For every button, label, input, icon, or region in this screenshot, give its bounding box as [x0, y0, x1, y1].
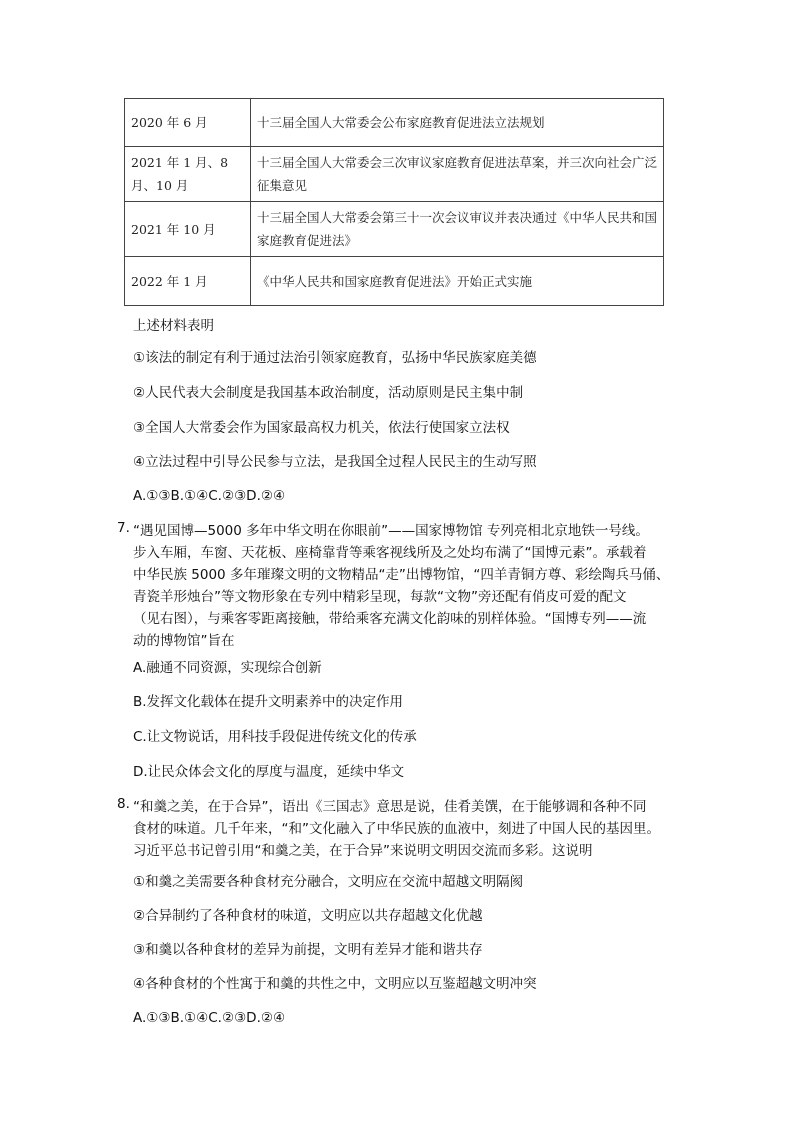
stem-line: （见右图），与乘客零距离接触，带给乘客充满文化韵味的别样体验。“国博专列——流 [133, 611, 647, 627]
table-cell-event: 十三届全国人大常委会第三十一次会议审议并表决通过《中华人民共和国家庭教育促进法》 [251, 202, 664, 257]
table-cell-date: 2022 年 1 月 [125, 257, 251, 306]
table-row [125, 99, 664, 147]
q6-statement-2: ②人民代表大会制度是我国基本政治制度，活动原则是民主集中制 [133, 385, 524, 401]
table-cell-event: 《中华人民共和国家庭教育促进法》开始正式实施 [251, 257, 664, 306]
q8-options: A.①③B.①④C.②③D.②④ [133, 1010, 286, 1026]
q6-statement-3: ③全国人大常委会作为国家最高权力机关，依法行使国家立法权 [133, 420, 510, 436]
q6-options: A.①③B.①④C.②③D.②④ [133, 488, 286, 504]
table-row [125, 202, 664, 257]
question-number: 8. [117, 796, 130, 812]
question-8-stem [133, 796, 693, 862]
stem-line: 中华民族 5000 多年璀璨文明的文物精品“走”出博物馆，“四羊青铜方尊、彩绘陶兵马俑、 [133, 567, 670, 583]
q7-option-a: A.融通不同资源，实现综合创新 [133, 660, 322, 676]
stem-line: 步入车厢，车窗、天花板、座椅靠背等乘客视线所及之处均布满了“国博元素”。承载着 [133, 545, 647, 561]
stem-line: 动的博物馆”旨在 [133, 633, 235, 649]
q8-statement-1: ①和羹之美需要各种食材充分融合，文明应在交流中超越文明隔阂 [133, 874, 524, 890]
stem-line: 食材的味道。几千年来，“和”文化融入了中华民族的血液中，刻进了中国人民的基因里。 [133, 821, 660, 837]
q6-statement-1: ①该法的制定有利于通过法治引领家庭教育，弘扬中华民族家庭美德 [133, 350, 537, 366]
q7-option-d: D.让民众体会文化的厚度与温度，延续中华文 [133, 764, 405, 780]
table-cell-date: 2021 年 1 月、8 月、10 月 [125, 147, 251, 202]
table-row [125, 147, 664, 202]
q6-stem: 上述材料表明 [133, 318, 214, 334]
table-row [125, 257, 664, 306]
q8-statement-3: ③和羹以各种食材的差异为前提，文明有差异才能和谐共存 [133, 942, 483, 958]
table-cell-date: 2020 年 6 月 [125, 99, 251, 147]
table-cell-event: 十三届全国人大常委会公布家庭教育促进法立法规划 [251, 99, 664, 147]
question-7-stem [133, 520, 693, 652]
stem-line: 习近平总书记曾引用“和羹之美，在于合异”来说明文明因交流而多彩。这说明 [133, 843, 593, 859]
legislation-timeline-table [124, 98, 664, 306]
q6-statement-4: ④立法过程中引导公民参与立法，是我国全过程人民民主的生动写照 [133, 454, 537, 470]
table-cell-event: 十三届全国人大常委会三次审议家庭教育促进法草案，并三次向社会广泛征集意见 [251, 147, 664, 202]
q7-option-b: B.发挥文化载体在提升文明素养中的决定作用 [133, 694, 404, 710]
q8-statement-2: ②合异制约了各种食材的味道，文明应以共存超越文化优越 [133, 908, 483, 924]
stem-line: 青瓷羊形烛台”等文物形象在专列中精彩呈现，每款“文物”旁还配有俏皮可爱的配文 [133, 589, 627, 605]
q7-option-c: C.让文物说话，用科技手段促进传统文化的传承 [133, 729, 417, 745]
q8-statement-4: ④各种食材的个性寓于和羹的共性之中，文明应以互鉴超越文明冲突 [133, 976, 537, 992]
question-number: 7. [117, 520, 130, 536]
stem-line: “遇见国博—5000 多年中华文明在你眼前”——国家博物馆 专列亮相北京地铁一号线。 [133, 523, 649, 539]
stem-line: “和羹之美，在于合异”，语出《三国志》意思是说，佳肴美馔，在于能够调和各种不同 [133, 799, 647, 815]
table-cell-date: 2021 年 10 月 [125, 202, 251, 257]
